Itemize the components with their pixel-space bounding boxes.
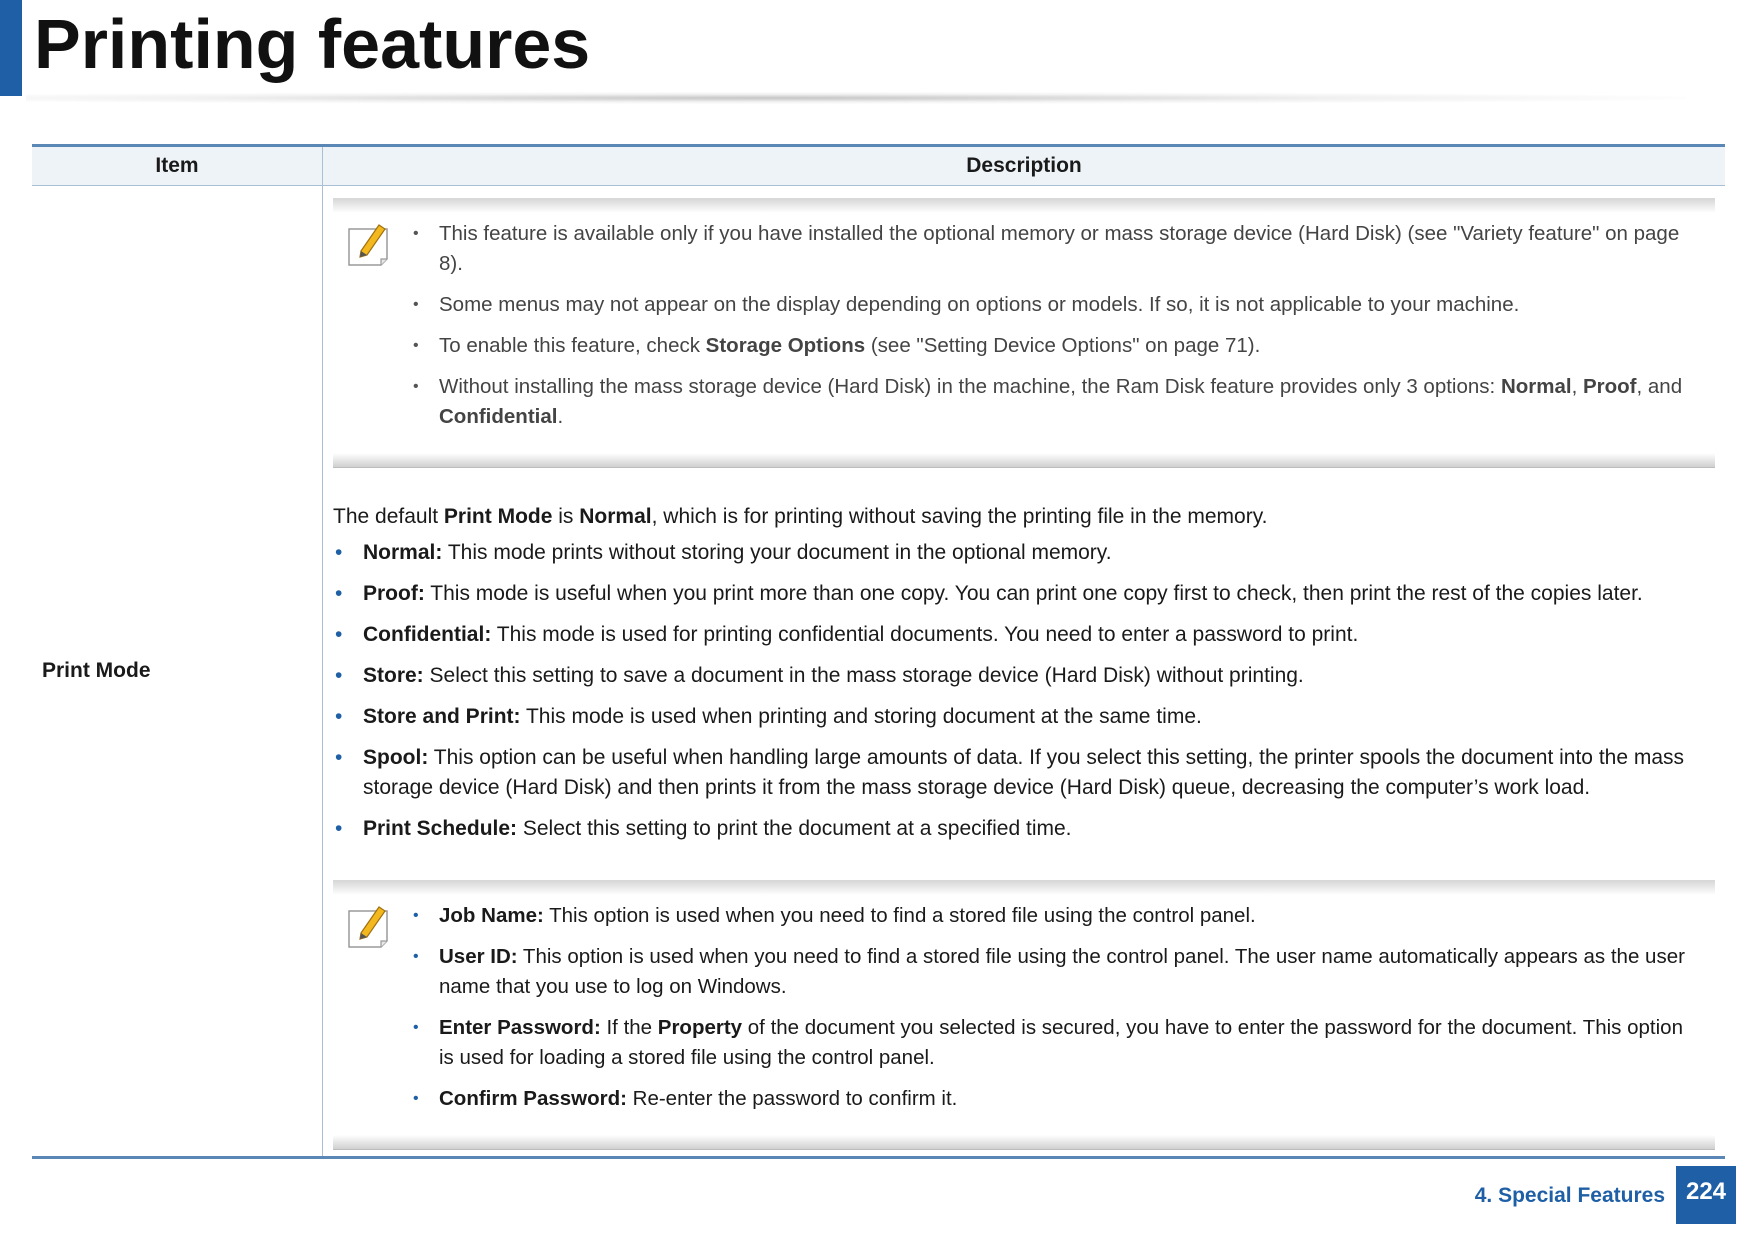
note-list bbox=[333, 895, 1715, 1135]
table-header-row bbox=[32, 146, 1725, 186]
note-item: • User ID: This option is used when you need to find a stored file using the control panel. The user name automatically appears as the user name that you use to log on Windows. bbox=[409, 942, 1703, 1002]
list-item: • Normal: This mode prints without storing your document in the optional memory. bbox=[333, 538, 1715, 568]
page-number-badge: 224 bbox=[1676, 1166, 1736, 1224]
pencil-note-icon bbox=[347, 903, 389, 951]
list-item: • Store: Select this setting to save a document in the mass storage device (Hard Disk) without printing. bbox=[333, 661, 1715, 691]
table-row bbox=[32, 186, 1725, 1158]
list-item: • Proof: This mode is useful when you print more than one copy. You can print one copy first to check, then print the rest of the copies later. bbox=[333, 579, 1715, 609]
header-item: Item bbox=[32, 146, 323, 186]
note-item: • To enable this feature, check Storage Options (see "Setting Device Options" on page 71). bbox=[409, 331, 1703, 361]
note-box-availability bbox=[333, 198, 1715, 468]
note-item: • Job Name: This option is used when you need to find a stored file using the control panel. bbox=[409, 901, 1703, 931]
description-cell bbox=[323, 186, 1726, 1158]
print-mode-list bbox=[333, 538, 1715, 844]
note-item: • Enter Password: If the Property of the document you selected is secured, you have to enter the password for the document. This option is used for loading a stored file using the control panel. bbox=[409, 1013, 1703, 1073]
footer-section-label: 4. Special Features bbox=[1474, 1184, 1665, 1207]
note-box-job-fields bbox=[333, 880, 1715, 1150]
list-item: • Spool: This option can be useful when handling large amounts of data. If you select this setting, the printer spools the document into the mass storage device (Hard Disk) and then prints it from the mass storage device (Hard Disk) queue, decreasing the computer’s work load. bbox=[333, 743, 1715, 803]
list-item: • Print Schedule: Select this setting to print the document at a specified time. bbox=[333, 814, 1715, 844]
item-cell: Print Mode bbox=[32, 186, 323, 1158]
features-table bbox=[32, 144, 1725, 1159]
note-item: • Some menus may not appear on the display depending on options or models. If so, it is not applicable to your machine. bbox=[409, 290, 1703, 320]
note-item: • Confirm Password: Re-enter the password to confirm it. bbox=[409, 1084, 1703, 1114]
list-item: • Store and Print: This mode is used when printing and storing document at the same time. bbox=[333, 702, 1715, 732]
note-list bbox=[333, 213, 1715, 453]
note-item: • This feature is available only if you have installed the optional memory or mass storage device (Hard Disk) (see "Variety feature" on page 8). bbox=[409, 219, 1703, 279]
header-description: Description bbox=[323, 146, 1726, 186]
title-divider bbox=[26, 92, 1686, 104]
page-title: Printing features bbox=[34, 5, 591, 83]
list-item: • Confidential: This mode is used for printing confidential documents. You need to enter a password to print. bbox=[333, 620, 1715, 650]
title-accent-bar bbox=[0, 0, 22, 96]
default-mode-paragraph: The default Print Mode is Normal, which is for printing without saving the printing file in the memory. bbox=[333, 505, 1268, 528]
pencil-note-icon bbox=[347, 221, 389, 269]
note-item: • Without installing the mass storage device (Hard Disk) in the machine, the Ram Disk feature provides only 3 options: Normal, Proof, and Confidential. bbox=[409, 372, 1703, 432]
